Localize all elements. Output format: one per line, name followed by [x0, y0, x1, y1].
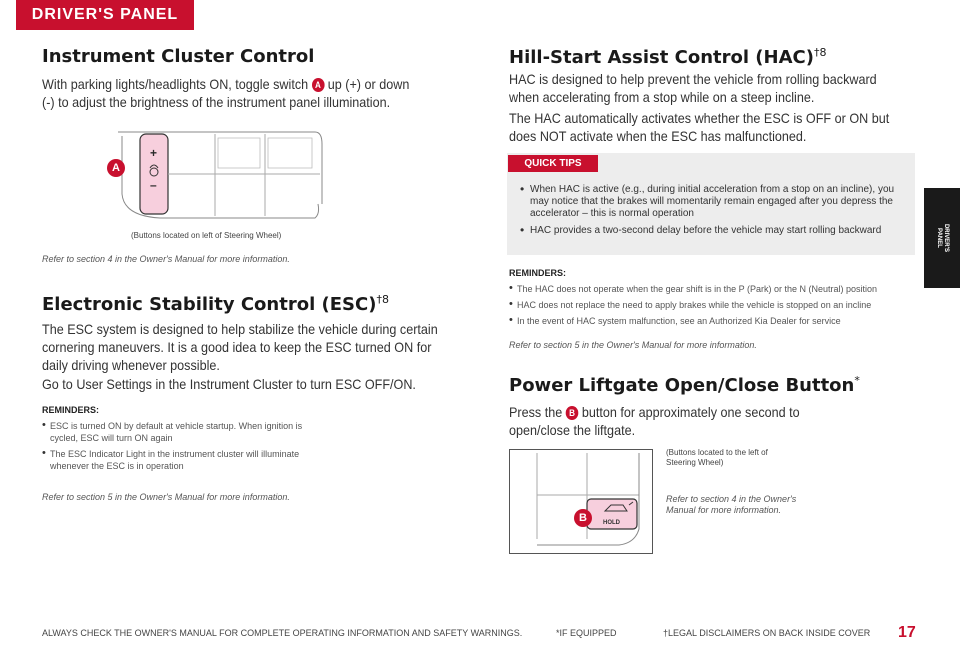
hac-title-sup: †8 — [813, 46, 827, 59]
switch-minus-label: – — [150, 178, 157, 192]
section-tab: DRIVER'S PANEL — [16, 0, 194, 30]
hac-body-1: HAC is designed to help prevent the vehicle from rolling backward when accelerating from a stop while on a steep incline. — [509, 71, 877, 105]
hac-reminder-item: • In the event of HAC system malfunction, see an Authorized Kia Dealer for service — [509, 315, 909, 327]
side-tab-label: DRIVER'S PANEL — [936, 223, 949, 253]
esc-title-sup: †8 — [376, 293, 389, 306]
esc-body-1: The ESC system is designed to help stabilize the vehicle during certain cornering maneuvers. It is a good idea to keep the ESC turned ON for daily driving whenever possible. — [42, 321, 438, 373]
esc-ref: Refer to section 5 in the Owner's Manual for more information. — [42, 492, 290, 502]
liftgate-title-text: Power Liftgate Open/Close Button — [509, 375, 855, 396]
liftgate-ref: Refer to section 4 in the Owner's Manual for more information. — [666, 494, 797, 515]
hac-reminder-item: • HAC does not replace the need to apply brakes while the vehicle is stopped on an incline — [509, 299, 909, 311]
liftgate-title-sup: * — [854, 374, 860, 387]
hac-title — [509, 46, 826, 68]
hac-ref: Refer to section 5 in the Owner's Manual for more information. — [509, 340, 757, 350]
cluster-body-pre: With parking lights/headlights ON, toggle switch — [42, 76, 309, 92]
cluster-body — [42, 75, 420, 111]
liftgate-button-illustration — [509, 449, 654, 555]
switch-plus-label: + — [150, 146, 158, 160]
quick-tip-item: • When HAC is active (e.g., during initial acceleration from a stop on an incline), you may notice that the brakes will momentarily remain engaged after you depress the accelerator – this is normal operation — [520, 184, 906, 220]
hac-reminder-item: • The HAC does not operate when the gear shift is in the P (Park) or the N (Neutral) position — [509, 283, 909, 295]
callout-badge-b: B — [574, 509, 592, 527]
quick-tip-item: • HAC provides a two-second delay before the vehicle may start rolling backward — [520, 225, 906, 237]
badge-a: A — [312, 78, 325, 92]
esc-title-text: Electronic Stability Control (ESC) — [42, 294, 377, 315]
cluster-body-post: up (+) or down (-) to adjust the brightness of the instrument panel illumination. — [42, 76, 410, 110]
liftgate-body-post: button for approximately one second to open/close the liftgate. — [509, 404, 800, 438]
liftgate-title — [509, 374, 860, 396]
esc-reminders-list — [42, 420, 332, 476]
quick-tips-list — [520, 184, 906, 242]
cluster-ref: Refer to section 4 in the Owner's Manual for more information. — [42, 254, 290, 264]
page-number: 17 — [898, 624, 916, 641]
cluster-title: Instrument Cluster Control — [42, 46, 315, 67]
hold-label: HOLD — [603, 520, 620, 526]
hac-reminders-title: REMINDERS: — [509, 268, 567, 278]
side-section-tab — [924, 188, 960, 288]
liftgate-caption: (Buttons located to the left of Steering Wheel) — [666, 448, 768, 467]
hac-title-text: Hill-Start Assist Control (HAC) — [509, 47, 814, 68]
callout-badge-a: A — [107, 159, 125, 177]
hac-reminders-list — [509, 283, 909, 331]
cluster-caption: (Buttons located on left of Steering Wheel) — [131, 231, 282, 240]
esc-reminder-item: • The ESC Indicator Light in the instrument cluster will illuminate whenever the ESC is in operation — [42, 448, 332, 472]
footer-if-equipped: *IF EQUIPPED — [556, 628, 617, 638]
esc-reminder-item: • ESC is turned ON by default at vehicle startup. When ignition is cycled, ESC will turn ON again — [42, 420, 332, 444]
footer-warning: ALWAYS CHECK THE OWNER'S MANUAL FOR COMPLETE OPERATING INFORMATION AND SAFETY WARNINGS. — [42, 628, 523, 638]
esc-title — [42, 293, 389, 315]
badge-b: B — [566, 406, 579, 420]
liftgate-body-pre: Press the — [509, 404, 563, 420]
hac-body-2: The HAC automatically activates whether the ESC is OFF or ON but does NOT activate when the ESC has malfunctioned. — [509, 110, 890, 144]
quick-tips-label: QUICK TIPS — [508, 155, 598, 172]
esc-body-2: Go to User Settings in the Instrument Cluster to turn ESC OFF/ON. — [42, 376, 416, 392]
footer-legal: †LEGAL DISCLAIMERS ON BACK INSIDE COVER — [663, 628, 871, 638]
esc-reminders-title: REMINDERS: — [42, 405, 100, 415]
liftgate-body — [509, 403, 860, 439]
cluster-switch-illustration — [100, 124, 325, 228]
